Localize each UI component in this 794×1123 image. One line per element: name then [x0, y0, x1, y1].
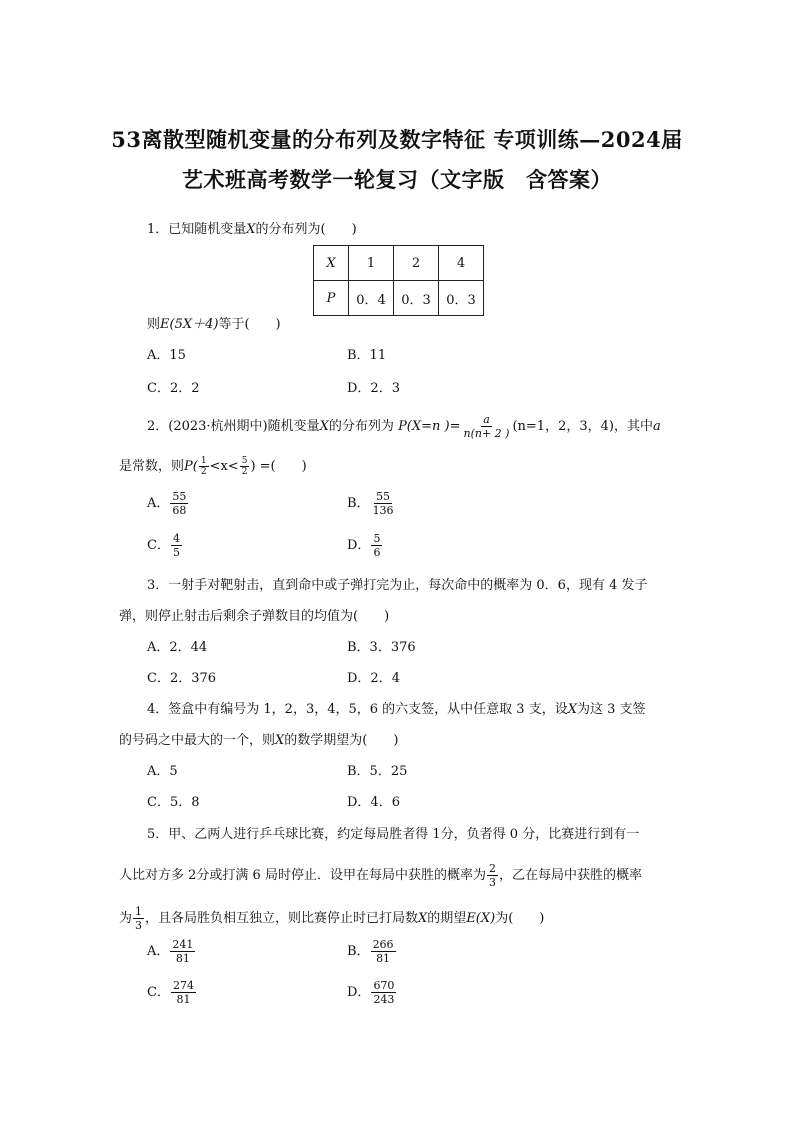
q4-stem-line2: 的号码之中最大的一个，则X的数学期望为( ) [119, 733, 399, 748]
table-cell: P [314, 281, 349, 316]
q2-option-c: C． $\frac{4}{5}$ [147, 532, 180, 559]
document-title-line1: 53离散型随机变量的分布列及数字特征 专项训练—2024届 [111, 127, 683, 152]
q4-option-a: A．5 [147, 764, 178, 779]
q5-option-c: C． $\frac{274}{81}$ [147, 979, 194, 1006]
q1-option-a: A．15 [147, 348, 186, 363]
q1-option-d: D．2．3 [347, 381, 400, 396]
q2-ineq-upper-fraction: $\frac{5}{2}$ [241, 456, 248, 477]
table-row [314, 246, 484, 281]
q5-stem-line3: 为 $\frac{1}{3}$ ，且各局胜负相互独立，则比赛停止时已打局数X的期望E(X)为( ) [119, 905, 545, 932]
q2-stem-line1: 2．(2023·杭州期中)随机变量X的分布列为 P(X=n )= $\frac{a}{n(n+ 2 )}$ (n=1，2，3，4)，其中a [147, 413, 661, 440]
table-cell: 2 [394, 246, 439, 281]
q3-option-a: A．2．44 [147, 640, 208, 655]
q2-option-b: B． $\frac{55}{136}$ [347, 490, 394, 517]
q5-stem-line2: 人比对方多 2分或打满 6 局时停止．设甲在每局中获胜的概率为 $\frac{2}{3}$ ，乙在每局中获胜的概率 [119, 862, 642, 889]
table-cell: 0．3 [439, 281, 484, 316]
q4-option-c: C．5．8 [147, 795, 200, 810]
q1-option-b: B．11 [347, 348, 387, 363]
q1-ask: 则E(5X＋4)等于( ) [147, 317, 281, 332]
q2-option-a: A． $\frac{55}{68}$ [147, 490, 187, 517]
q2-option-d: D． $\frac{5}{6}$ [347, 532, 381, 559]
q5-stem-line1: 5．甲、乙两人进行乒乓球比赛，约定每局胜者得 1分，负者得 0 分，比赛进行到有一 [147, 827, 640, 842]
q2-ineq-lower-fraction: $\frac{1}{2}$ [200, 456, 207, 477]
q5-option-a: A． $\frac{241}{81}$ [147, 938, 194, 965]
table-cell: 4 [439, 246, 484, 281]
q5-option-d: D． $\frac{670}{243}$ [347, 979, 395, 1006]
table-cell: 0．4 [349, 281, 394, 316]
q4-option-d: D．4．6 [347, 795, 400, 810]
q3-stem-line1: 3．一射手对靶射击，直到命中或子弹打完为止，每次命中的概率为 0．6，现有 4 发子 [147, 578, 648, 593]
table-cell: X [314, 246, 349, 281]
q1-distribution-table [313, 245, 484, 316]
q3-stem-line2: 弹，则停止射击后剩余子弹数目的均值为( ) [119, 609, 390, 624]
table-row [314, 281, 484, 316]
q3-option-d: D．2．4 [347, 671, 400, 686]
q2-probability-fraction: $\frac{a}{n(n+ 2 )}$ [463, 413, 510, 440]
q5-option-b: B． $\frac{266}{81}$ [347, 938, 394, 965]
q2-stem-line2: 是常数，则P( $\frac{1}{2}$ <x< $\frac{5}{2}$ ) =( ) [119, 456, 307, 477]
q4-option-b: B．5．25 [347, 764, 408, 779]
document-title-line2: 艺术班高考数学一轮复习（文字版 含答案） [182, 167, 612, 192]
q5-prob-fraction-yi: $\frac{1}{3}$ [135, 905, 143, 932]
q1-stem: 1．已知随机变量X的分布列为( ) [147, 222, 357, 237]
q1-option-c: C．2．2 [147, 381, 200, 396]
q3-option-c: C．2．376 [147, 671, 217, 686]
q4-stem-line1: 4．签盒中有编号为 1，2，3，4，5，6 的六支签，从中任意取 3 支，设X为这 3 支签 [147, 702, 646, 717]
q5-prob-fraction-jia: $\frac{2}{3}$ [488, 862, 496, 889]
table-cell: 0．3 [394, 281, 439, 316]
q3-option-b: B．3．376 [347, 640, 416, 655]
table-cell: 1 [349, 246, 394, 281]
